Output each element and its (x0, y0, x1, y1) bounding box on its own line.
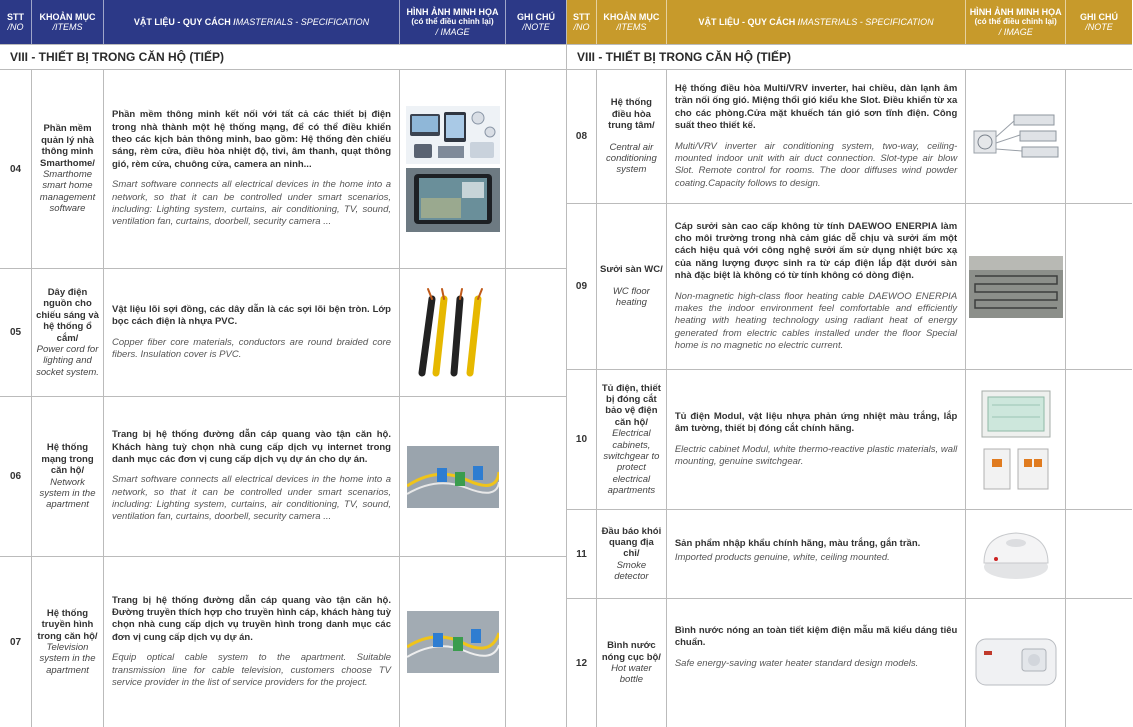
row-number: 07 (0, 557, 32, 727)
electrical-cabinet-image (978, 387, 1054, 441)
table-row (567, 370, 1132, 510)
item-cell: Hệ thống truyền hình trong căn hộ/ Television system in the apartment (32, 557, 104, 727)
desc-cell: Tủ điện Modul, vật liệu nhựa phản ứng nhiệt màu trắng, lắp âm tường, thiết bị đóng cắt chính hãng. Electric cabinet Modul, white thermo-reactive plastic materials, wall mounting, genuine switchgear. (667, 370, 966, 509)
image-cell (966, 599, 1066, 727)
image-cell (400, 397, 506, 556)
image-cell (400, 269, 506, 396)
desc-cell: Cáp sưởi sàn cao cấp không từ tính DAEWOO ENERPIA làm cho môi trường trong nhà cảm giác dễ chịu và sưởi ấm một cách hiệu quả với công nghệ sưởi ấm sử dụng nhiệt bức xạ của năng lượng được sinh ra từ cáp điện lắp đặt dưới sàn nhà đặc biệt là không có từ tính không có dòng điện. Non-magnetic high-class floor heating cable DAEWOO ENERPIA makes the indoor environment feel comfortable and efficiently heating with heating technology using radiant heat of energy generated from electric cables installed under the floor Special home is no magnetic no electric current. (667, 204, 966, 369)
desc-cell: Sản phẩm nhập khẩu chính hãng, màu trắng, gắn trần. Imported products genuine, white, ceiling mounted. (667, 510, 966, 598)
header-image: HÌNH ẢNH MINH HỌA (có thể điều chỉnh lại) / IMAGE (966, 0, 1066, 44)
image-cell (400, 557, 506, 727)
row-number: 06 (0, 397, 32, 556)
row-number: 09 (567, 204, 597, 369)
header-note: GHI CHÚ /NOTE (1080, 11, 1119, 32)
left-rows (0, 70, 566, 727)
table-row (567, 70, 1132, 204)
image-cell (400, 70, 506, 268)
row-number: 11 (567, 510, 597, 598)
smoke-detector-image (978, 521, 1054, 587)
smarthome-devices-image (406, 106, 500, 164)
note-cell (506, 397, 566, 556)
desc-cell: Bình nước nóng an toàn tiết kiệm điện mẫu mã kiểu dáng tiêu chuẩn. Safe energy-saving water heater standard design models. (667, 599, 966, 727)
note-cell (1066, 370, 1132, 509)
note-cell (1066, 599, 1132, 727)
note-cell (506, 70, 566, 268)
table-row (567, 204, 1132, 370)
table-row (567, 599, 1132, 727)
header-items: KHOẢN MỤC /ITEMS (32, 0, 104, 44)
item-cell: Hệ thống điều hòa trung tâm/ Central air conditioning system (597, 70, 667, 203)
row-number: 08 (567, 70, 597, 203)
row-number: 12 (567, 599, 597, 727)
item-cell: Bình nước nóng cục bộ/ Hot water bottle (597, 599, 667, 727)
table-row (0, 269, 566, 397)
right-table (566, 0, 1132, 727)
item-cell: Phần mềm quản lý nhà thông minh Smarthome/ Smarthome smart home management software (32, 70, 104, 268)
floor-heating-image (969, 256, 1063, 318)
table-row (567, 510, 1132, 599)
header-items: KHOẢN MỤC /ITEMS (597, 0, 667, 44)
item-cell: Tủ điện, thiết bị đóng cắt bảo vệ điện căn hộ/ Electrical cabinets, switchgear to protect electrical apartments (597, 370, 667, 509)
desc-cell: Hệ thống điều hòa Multi/VRV inverter, hai chiều, dàn lạnh âm trần nối ống gió. Miệng thổi gió kiểu khe Slot. Điều khiển từ xa cho các phòng.Cửa mặt khuếch tán gió sơn tĩnh điện. Công suất theo thiết kế. Multi/VRV inverter air conditioning system, two-way, ceiling-mounted indoor unit with air duct connection. Slot-type air blow Slot. Remote control for rooms. The door diffuses wind powder coating.Capacity follows to design. (667, 70, 966, 203)
item-cell: Dây điện nguồn cho chiếu sáng và hệ thống ổ cắm/ Power cord for lighting and socket system. (32, 269, 104, 396)
header-stt: STT /NO (0, 0, 32, 44)
note-cell (1066, 204, 1132, 369)
tablet-image (406, 168, 500, 232)
tv-cable-image (407, 611, 499, 673)
power-cord-image (408, 285, 498, 381)
fiber-optic-cable-image (407, 446, 499, 508)
desc-cell: Trang bị hệ thống đường dẫn cáp quang vào tận căn hộ. Khách hàng tuỳ chọn nhà cung cấp dịch vụ internet trong danh mục các đơn vị cung cấp dịch vụ dự án cho dự án. Smart software connects all electrical devices in the home into a network, so that it can be controlled under smart scenarios, including: Lighting system, curtains, air conditioning, TV, sound, ventilation fan, curtains, doorbell, security camera ... (104, 397, 400, 556)
row-number: 10 (567, 370, 597, 509)
image-cell (966, 510, 1066, 598)
table-row (0, 397, 566, 557)
item-cell: Đầu báo khói quang địa chỉ/ Smoke detector (597, 510, 667, 598)
header-spec: VẬT LIỆU - QUY CÁCH / MASTERIALS - SPECIFICATION (104, 0, 400, 44)
desc-cell: Trang bị hệ thống đường dẫn cáp quang vào tận căn hộ. Đường truyền thích hợp cho truyền hình cáp, khách hàng tuỳ chọn nhà cung cấp dịch vụ truyền hình trong danh mục các đơn vị cung cấp dịch vụ dự án. Equip optical cable system to the apartment. Suitable transmission line for cable television, customers choose TV service provider in the list of service providers for the project. (104, 557, 400, 727)
left-table-header (0, 0, 566, 44)
table-row (0, 557, 566, 727)
note-cell (1066, 510, 1132, 598)
item-cell: Sưởi sàn WC/ WC floor heating (597, 204, 667, 369)
note-cell (506, 557, 566, 727)
header-stt: STT /NO (567, 0, 597, 44)
note-cell (1066, 70, 1132, 203)
row-number: 04 (0, 70, 32, 268)
desc-cell: Phần mềm thông minh kết nối với tất cả các thiết bị điện trong nhà thành một hệ thống mạng, để có thể điều khiển theo các kịch bản thông minh, bao gồm: Hệ thống đèn chiếu sáng, rèm cửa, điều hòa nhiệt độ, tivi, âm thanh, quạt thông gió, rèm cửa, chuông cửa, camera an ninh... Smart software connects all electrical devices in the home into a network, so that it can be controlled under smart scenarios, including: Lighting system, curtains, air conditioning, TV, sound, ventilation fan, curtains, doorbell, security camera ... (104, 70, 400, 268)
section-title: VIII - THIẾT BỊ TRONG CĂN HỘ (TIẾP) (0, 44, 566, 70)
section-title: VIII - THIẾT BỊ TRONG CĂN HỘ (TIẾP) (567, 44, 1132, 70)
note-cell (506, 269, 566, 396)
item-cell: Hệ thống mạng trong căn hộ/ Network system in the apartment (32, 397, 104, 556)
water-heater-image (972, 631, 1060, 695)
right-table-header (567, 0, 1132, 44)
image-cell (966, 370, 1066, 509)
image-cell (966, 70, 1066, 203)
right-rows (567, 70, 1132, 727)
image-cell (966, 204, 1066, 369)
table-row (0, 70, 566, 269)
header-image: HÌNH ẢNH MINH HỌA (có thể điều chỉnh lại) / IMAGE (400, 0, 506, 44)
circuit-breaker-image (978, 445, 1054, 493)
header-note: GHI CHÚ /NOTE (517, 11, 555, 32)
left-table (0, 0, 566, 727)
desc-cell: Vật liệu lõi sợi đồng, các dây dẫn là các sợi lõi bện tròn. Lớp bọc cách điện là nhựa PVC. Copper fiber core materials, conductors are round braided core fibers. Insulation cover is PVC. (104, 269, 400, 396)
header-spec: VẬT LIỆU - QUY CÁCH / MASTERIALS - SPECIFICATION (667, 0, 966, 44)
row-number: 05 (0, 269, 32, 396)
air-conditioner-image (970, 107, 1062, 167)
